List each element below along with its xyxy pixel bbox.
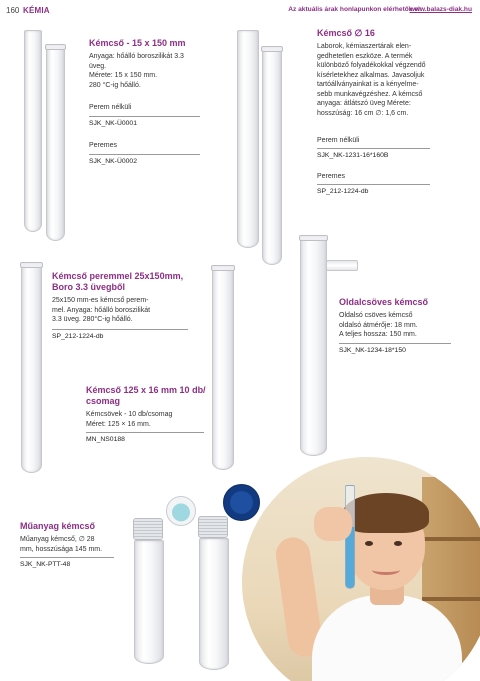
test-tube-with-rim	[262, 47, 282, 265]
tube-thread	[133, 518, 163, 540]
divider	[317, 148, 430, 149]
divider	[86, 432, 204, 433]
hair	[343, 493, 429, 533]
smile	[372, 565, 400, 575]
plastic-test-tube	[134, 540, 164, 664]
variant-label: Perem nélküli	[89, 104, 132, 111]
product-code: SP_212-1224-db	[317, 188, 369, 195]
product-title: Kémcső - 15 x 150 mm	[89, 38, 186, 48]
product-3-image	[21, 263, 42, 473]
variant-label: Perem nélküli	[317, 137, 360, 144]
hand	[314, 507, 352, 541]
product-4-image	[212, 266, 234, 470]
product-title: Kémcső peremmel 25x150mm, Boro 3.3 üvegből	[52, 271, 184, 292]
product-code: SJK_NK-Ü0002	[89, 158, 137, 165]
product-title: Kémcső ∅ 16	[317, 28, 375, 38]
side-arm-test-tube	[300, 236, 327, 456]
page-number: 160	[6, 6, 20, 15]
product-description: Anyaga: hőálló boroszilikát 3.3 üveg. Mérete: 15 x 150 mm. 280 °C-ig hőálló.	[89, 53, 184, 89]
header-note: Az aktuális árak honlapunkon elérhetők el:	[288, 6, 422, 13]
blue-cap	[223, 484, 260, 521]
eye	[394, 541, 402, 546]
test-tube-no-rim	[24, 30, 42, 232]
side-arm	[326, 260, 358, 271]
boy-with-test-tube-photo	[242, 457, 480, 681]
product-code: SJK_NK-Ü0001	[89, 120, 137, 127]
product-code: SP_212-1224-db	[52, 333, 104, 340]
product-description: Műanyag kémcső, ∅ 28 mm, hosszúsága 145 mm.	[20, 536, 103, 553]
variant-label: Peremes	[317, 173, 346, 180]
product-code: SJK_NK-PTT-48	[20, 561, 71, 568]
product-code: SJK_NK-1234-18*150	[339, 347, 406, 354]
product-title: Oldalcsöves kémcső	[339, 297, 429, 307]
plastic-test-tube	[199, 538, 229, 670]
white-cap	[166, 496, 196, 526]
product-code: SJK_NK-1231-16*160B	[317, 152, 389, 159]
section-title: KÉMIA	[23, 6, 50, 15]
variant-label: Peremes	[89, 142, 118, 149]
divider	[52, 329, 188, 330]
website-link[interactable]: www.balazs-diak.hu	[409, 6, 472, 13]
product-description: Oldalsó csöves kémcső oldalsó átmérője: 18 mm. A teljes hossza: 150 mm.	[339, 312, 418, 338]
tube-thread	[198, 516, 228, 538]
divider	[317, 184, 430, 185]
product-description: 25x150 mm-es kémcső perem- mel. Anyaga: hőálló boroszilikát 3.3 üveg. 280°C-ig hőálló.	[52, 297, 151, 323]
divider	[339, 343, 451, 344]
product-description: Laborok, kémiaszertárak elen- gedhetetlen eszköze. A termék különböző folyadékokkal végzendő kísérletekhez alkalmas. Javasoljuk tartóállványainkat is a kényelme- sebb munkavégzéshez. A kémcső anyaga: átlátszó üveg Mérete: hosszúság: 16 cm ∅: 1,6 cm.	[317, 43, 426, 117]
divider	[20, 557, 114, 558]
product-title: Műanyag kémcső	[20, 521, 96, 531]
product-code: MN_NS0188	[86, 436, 125, 443]
test-tube-with-rim	[46, 45, 65, 241]
divider	[89, 116, 200, 117]
divider	[89, 154, 200, 155]
product-description: Kémcsövek - 10 db/csomag Méret: 125 × 16 mm.	[86, 411, 173, 428]
eye	[365, 541, 373, 546]
test-tube-no-rim	[237, 30, 259, 248]
product-title: Kémcső 125 x 16 mm 10 db/ csomag	[86, 385, 206, 406]
